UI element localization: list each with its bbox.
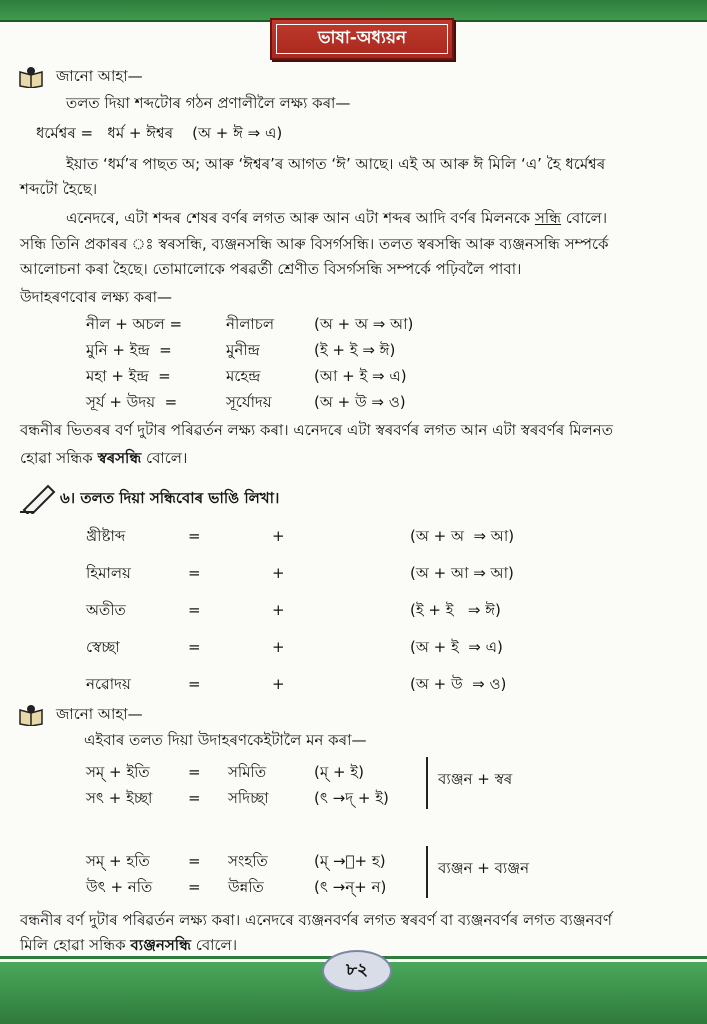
example-line: ধৰ্মেশ্বৰ = ধৰ্ম + ঈশ্বৰ (অ + ঈ ⇒ এ): [36, 124, 283, 142]
equals-sign: =: [188, 878, 201, 896]
book-icon: [18, 66, 44, 88]
para-line: বন্ধনীৰ ভিতৰৰ বৰ্ণ দুটাৰ পৰিৱৰ্তন লক্ষ্য কৰা। এনেদৰে এটা স্বৰবৰ্ণৰ লগত আন এটা স্বৰবৰ্ণৰ মিলনত: [20, 421, 613, 439]
know-heading: জানো আহা—: [56, 705, 143, 723]
examples-label: উদাহৰণবোৰ লক্ষ্য কৰা—: [20, 288, 172, 306]
equals-sign: =: [188, 675, 201, 693]
equals-sign: =: [188, 852, 201, 870]
definition-line: [20, 446, 187, 470]
book-icon: [18, 704, 44, 726]
key-term: সন্ধি: [534, 209, 562, 227]
equals-sign: =: [188, 601, 201, 619]
example-parts: নীল + অচল =: [86, 315, 183, 333]
group-divider: [426, 846, 428, 898]
pencil-icon: [18, 480, 58, 514]
group-divider: [426, 757, 428, 809]
section-title-box: [270, 18, 454, 60]
group-label: ব্যঞ্জন + স্বৰ: [438, 770, 513, 788]
example-rule: (ম্ + ই): [314, 763, 364, 781]
exercise-rule: (অ + উ ⇒ ও): [410, 675, 507, 693]
definition-text: বোলে।: [141, 449, 188, 467]
example-result: মহেন্দ্ৰ: [226, 367, 261, 385]
section-title: ভাষা-অধ্যয়ন: [276, 24, 448, 54]
definition-line: [20, 933, 237, 957]
example-parts: সম্ + ইতি: [86, 763, 150, 781]
para-line: শব্দটো হৈছে।: [20, 180, 98, 198]
intro-text: তলত দিয়া শব্দটোৰ গঠন প্ৰণালীলৈ লক্ষ্য কৰা—: [66, 94, 351, 112]
plus-sign: +: [272, 564, 285, 582]
example-rule: (অ + অ ⇒ আ): [314, 315, 414, 333]
exercise-word: নৱোদয়: [86, 675, 131, 693]
exercise-rule: (অ + আ ⇒ আ): [410, 564, 514, 582]
example-parts: মুনি + ইন্দ্ৰ =: [86, 341, 172, 359]
example-result: উন্নতি: [228, 878, 264, 896]
exercise-title: ৬। তলত দিয়া সন্ধিবোৰ ভাঙি লিখা।: [60, 489, 280, 507]
equals-sign: =: [188, 564, 201, 582]
para-line: আলোচনা কৰা হৈছে। তোমালোকে পৰৱৰ্তী শ্ৰেণীত বিসৰ্গসন্ধি সম্পৰ্কে পঢ়িবলৈ পাবা।: [20, 260, 522, 278]
definition-text: এনেদৰে, এটা শব্দৰ শেষৰ বৰ্ণৰ লগত আৰু আন এটা শব্দৰ আদি বৰ্ণৰ মিলনকে: [66, 209, 535, 227]
definition-text: হোৱা সন্ধিক: [20, 449, 98, 467]
equals-sign: =: [188, 789, 201, 807]
example-rule: (আ + ই ⇒ এ): [314, 367, 407, 385]
plus-sign: +: [272, 675, 285, 693]
example-result: সূৰ্যোদয়: [226, 393, 272, 411]
definition-line: [66, 206, 607, 230]
definition-text: মিলি হোৱা সন্ধিক: [20, 936, 131, 954]
example-result: সদিচ্ছা: [228, 789, 269, 807]
know-heading: জানো আহা—: [56, 67, 143, 85]
key-term: ব্যঞ্জনসন্ধি: [130, 936, 191, 954]
key-term: স্বৰসন্ধি: [97, 449, 142, 467]
example-result: সংহতি: [228, 852, 268, 870]
exercise-rule: (অ + ই ⇒ এ): [410, 638, 503, 656]
plus-sign: +: [272, 527, 285, 545]
example-parts: সম্ + হতি: [86, 852, 150, 870]
example-rule: (অ + উ ⇒ ও): [314, 393, 406, 411]
exercise-word: খ্ৰীষ্টাব্দ: [86, 527, 126, 545]
example-parts: উৎ + নতি: [86, 878, 153, 896]
definition-text: বোলে।: [561, 209, 608, 227]
page-number: ৮২: [322, 950, 392, 992]
exercise-rule: (অ + অ ⇒ আ): [410, 527, 515, 545]
example-parts: মহা + ইন্দ্ৰ =: [86, 367, 171, 385]
example-result: সমিতি: [228, 763, 267, 781]
definition-text: বোলে।: [190, 936, 238, 954]
exercise-rule: (ই + ই ⇒ ঈ): [410, 601, 501, 619]
group-label: ব্যঞ্জন + ব্যঞ্জন: [438, 859, 530, 877]
equals-sign: =: [188, 763, 201, 781]
exercise-word: হিমালয়: [86, 564, 131, 582]
example-rule: (ৎ →ন্+ ন): [314, 878, 387, 896]
example-rule: (ম্ →ং+ হ): [314, 852, 386, 870]
para-line: বন্ধনীৰ বৰ্ণ দুটাৰ পৰিৱৰ্তন লক্ষ্য কৰা। এনেদৰে ব্যঞ্জনবৰ্ণৰ লগত স্বৰবৰ্ণ বা ব্যঞ্জনবৰ্ণৰ লগত ব্যঞ্জনবৰ্ণ: [20, 911, 612, 929]
example-result: নীলাচল: [226, 315, 275, 333]
exercise-word: অতীত: [86, 601, 126, 619]
plus-sign: +: [272, 638, 285, 656]
exercise-word: স্বেচ্ছা: [86, 638, 120, 656]
example-rule: (ৎ →দ্ + ই): [314, 789, 389, 807]
equals-sign: =: [188, 638, 201, 656]
example-parts: সৎ + ইচ্ছা: [86, 789, 153, 807]
example-rule: (ই + ই ⇒ ঈ): [314, 341, 396, 359]
example-result: মুনীন্দ্ৰ: [226, 341, 260, 359]
intro-text: এইবাৰ তলত দিয়া উদাহৰণকেইটালৈ মন কৰা—: [84, 731, 367, 749]
para-line: সন্ধি তিনি প্ৰকাৰৰ ঃ স্বৰসন্ধি, ব্যঞ্জনসন্ধি আৰু বিসৰ্গসন্ধি। তলত স্বৰসন্ধি আৰু ব্যঞ্জনসন্ধি সম্পৰ্কে: [20, 235, 609, 253]
equals-sign: =: [188, 527, 201, 545]
para-line: ইয়াত ‘ধৰ্ম’ৰ পাছত অ; আৰু ‘ঈশ্বৰ’ৰ আগত ‘ঈ’ আছে। এই অ আৰু ঈ মিলি ‘এ’ হৈ ধৰ্মেশ্বৰ: [66, 155, 606, 173]
example-parts: সূৰ্য + উদয় =: [86, 393, 178, 411]
plus-sign: +: [272, 601, 285, 619]
